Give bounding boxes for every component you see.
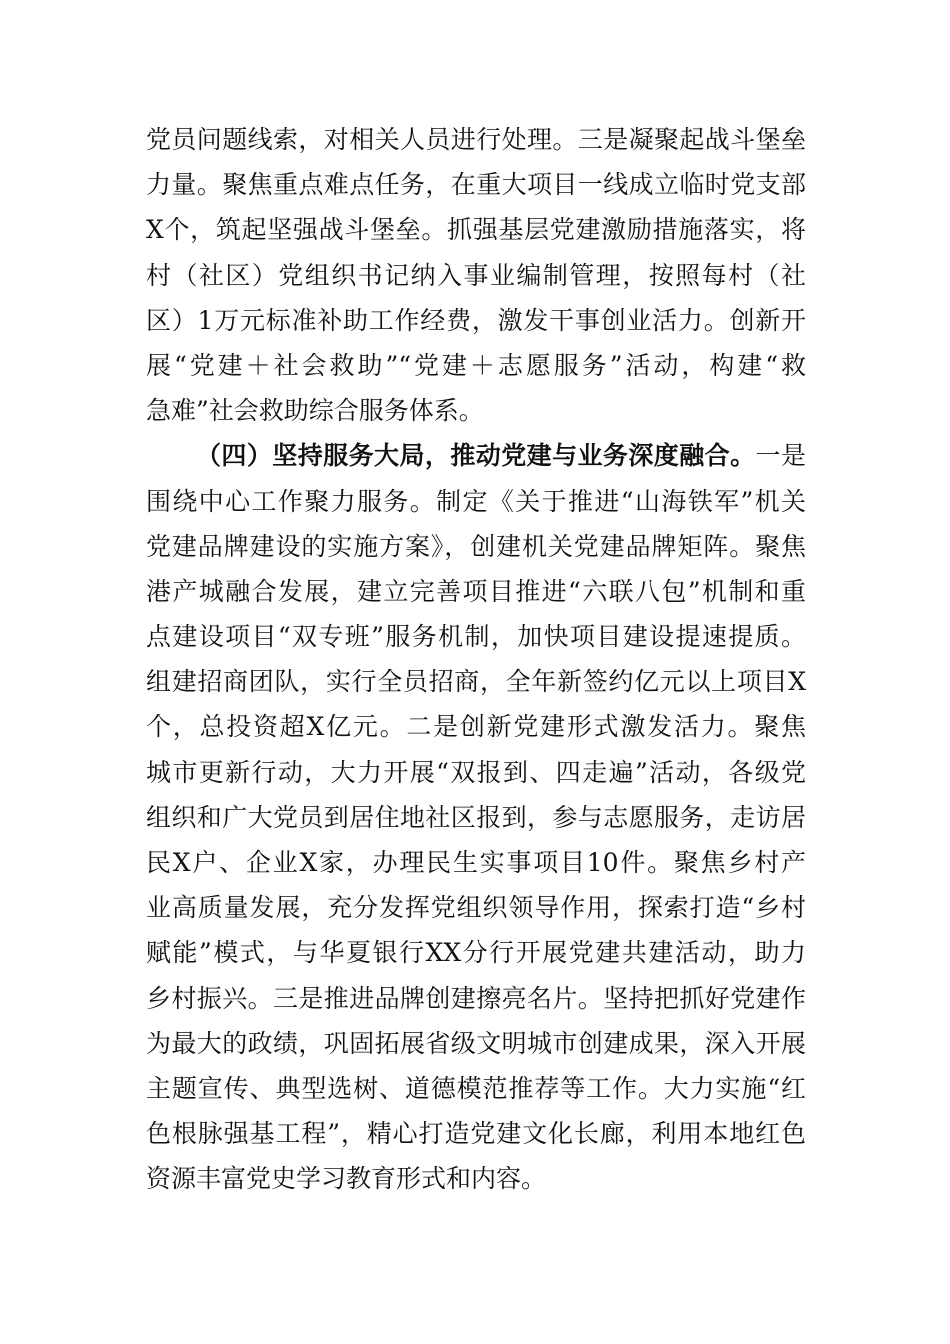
text-line: 党员问题线索，对相关人员进行处理。三是凝聚起战斗堡垒 [146,125,806,154]
text-line: 港产城融合发展，建立完善项目推进“六联八包”机制和重 [146,576,806,606]
text-line: 组织和广大党员到居住地社区报到，参与志愿服务，走访居 [146,802,806,832]
paragraph-party-building-continued [146,117,806,433]
text-line: 民X户、企业X家，办理民生实事项目10件。聚焦乡村产 [146,848,806,877]
text-line: 城市更新行动，大力开展“双报到、四走遍”活动，各级党 [146,757,806,787]
text-line: 色根脉强基工程”，精心打造党建文化长廊，利用本地红色 [146,1119,806,1149]
text-line: 力量。聚焦重点难点任务，在重大项目一线成立临时党支部 [146,170,806,200]
text-line: 急难”社会救助综合服务体系。 [146,396,484,426]
text-line: 围绕中心工作聚力服务。制定《关于推进“山海铁军”机关 [146,486,806,516]
text-line: 乡村振兴。三是推进品牌创建擦亮名片。坚持把抓好党建作 [146,983,806,1013]
text-line: 主题宣传、典型选树、道德模范推荐等工作。大力实施“红 [146,1073,806,1103]
text-line: 个，总投资超X亿元。二是创新党建形式激发活力。聚焦 [146,712,806,742]
text-line: X个，筑起坚强战斗堡垒。抓强基层党建激励措施落实，将 [146,215,806,245]
text-line: 赋能”模式，与华夏银行XX分行开展党建共建活动，助力 [146,938,806,968]
text-line: 组建招商团队，实行全员招商，全年新签约亿元以上项目X [146,667,806,697]
text-run: 一是 [755,441,806,471]
section-heading-line [146,433,806,478]
document-body [146,117,806,1202]
text-line: 为最大的政绩，巩固拓展省级文明城市创建成果，深入开展 [146,1028,806,1058]
section-heading: （四）坚持服务大局，推动党建与业务深度融合。 [196,441,756,471]
text-line: 村（社区）党组织书记纳入事业编制管理，按照每村（社 [146,260,806,290]
text-line: 资源丰富党史学习教育形式和内容。 [146,1164,547,1194]
text-line: 展“党建＋社会救助”“党建＋志愿服务”活动，构建“救 [146,350,806,380]
paragraph-section-four [146,433,806,1201]
text-line: 业高质量发展，充分发挥党组织领导作用，探索打造“乡村 [146,893,806,923]
text-line: 区）1万元标准补助工作经费，激发干事创业活力。创新开 [146,305,806,335]
text-line: 点建设项目“双专班”服务机制，加快项目建设提速提质。 [146,622,806,652]
text-line: 党建品牌建设的实施方案》，创建机关党建品牌矩阵。聚焦 [146,531,806,561]
